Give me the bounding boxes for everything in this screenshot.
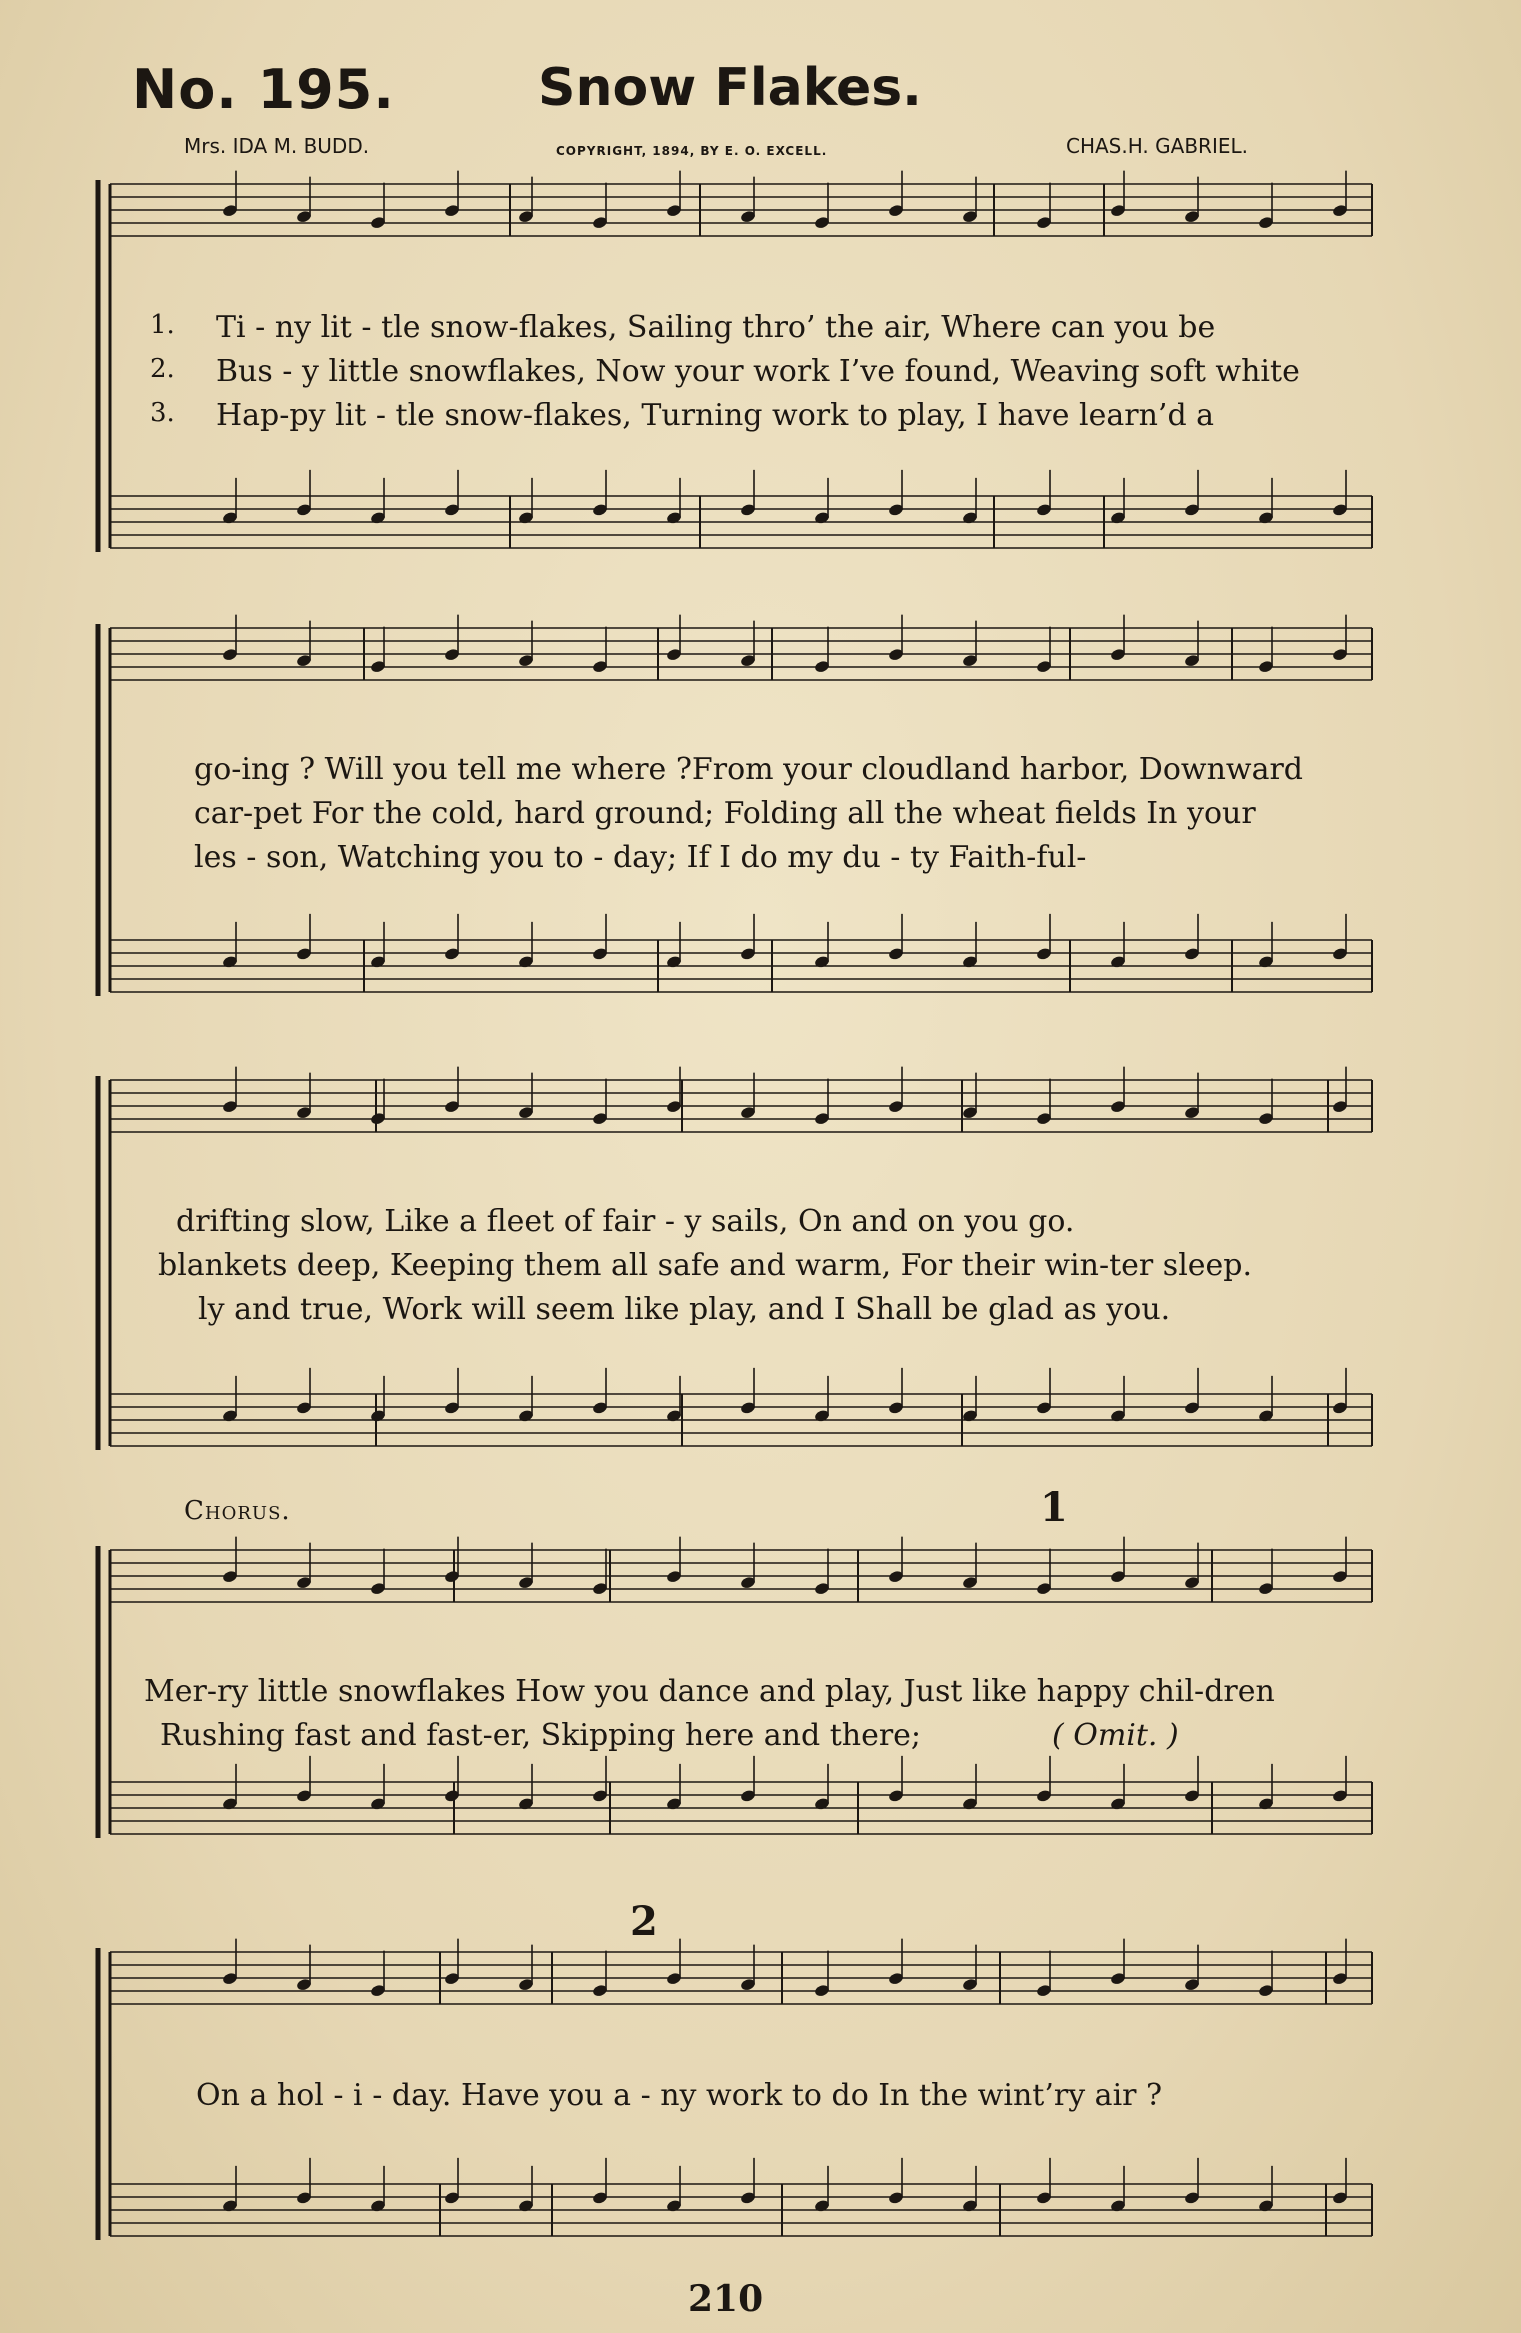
- second-ending-label: 2: [630, 1898, 658, 1945]
- verse-2-line-3: blankets deep, Keeping them all safe and warm, For their win-ter sleep.: [158, 1248, 1253, 1283]
- chorus-line-2: Rushing fast and fast-er, Skipping here and there;: [160, 1718, 922, 1753]
- chorus-label: Chorus.: [184, 1496, 291, 1526]
- verse-2-line-1: 2. Bus - y little snowflakes, Now your work I’ve found, Weaving soft white: [150, 354, 1300, 389]
- verse-number: 1.: [150, 310, 175, 340]
- verse-2-line-2: car-pet For the cold, hard ground; Folding all the wheat fields In your: [194, 796, 1256, 831]
- composer-credit: CHAS.H. GABRIEL.: [1066, 134, 1248, 158]
- verse-number: 2.: [150, 354, 175, 384]
- chorus-line-3: On a hol - i - day. Have you a - ny work to do In the wint’ry air ?: [196, 2078, 1163, 2113]
- hymn-number: No. 195.: [132, 58, 395, 121]
- verse-number: 3.: [150, 398, 175, 428]
- verse-1-line-2: go-ing ? Will you tell me where ?From your cloudland harbor, Downward: [194, 752, 1304, 787]
- page-number: 210: [688, 2278, 764, 2320]
- verse-3-line-1: 3. Hap-py lit - tle snow-flakes, Turning work to play, I have learn’d a: [150, 398, 1215, 433]
- verse-3-line-3: ly and true, Work will seem like play, and I Shall be glad as you.: [198, 1292, 1171, 1327]
- first-ending-label: 1: [1040, 1484, 1068, 1531]
- copyright-notice: COPYRIGHT, 1894, BY E. O. EXCELL.: [556, 144, 828, 158]
- hymn-title: Snow Flakes.: [538, 58, 922, 118]
- omit-instruction: ( Omit. ): [1052, 1718, 1179, 1753]
- verse-1-line-3: drifting slow, Like a fleet of fair - y sails, On and on you go.: [176, 1204, 1075, 1239]
- verse-3-line-2: les - son, Watching you to - day; If I do my du - ty Faith-ful-: [194, 840, 1087, 875]
- verse-1-line-1: 1. Ti - ny lit - tle snow-flakes, Sailing thro’ the air, Where can you be: [150, 310, 1216, 345]
- lyricist-credit: Mrs. IDA M. BUDD.: [184, 134, 370, 158]
- chorus-line-1: Mer-ry little snowflakes How you dance and play, Just like happy chil-dren: [144, 1674, 1275, 1709]
